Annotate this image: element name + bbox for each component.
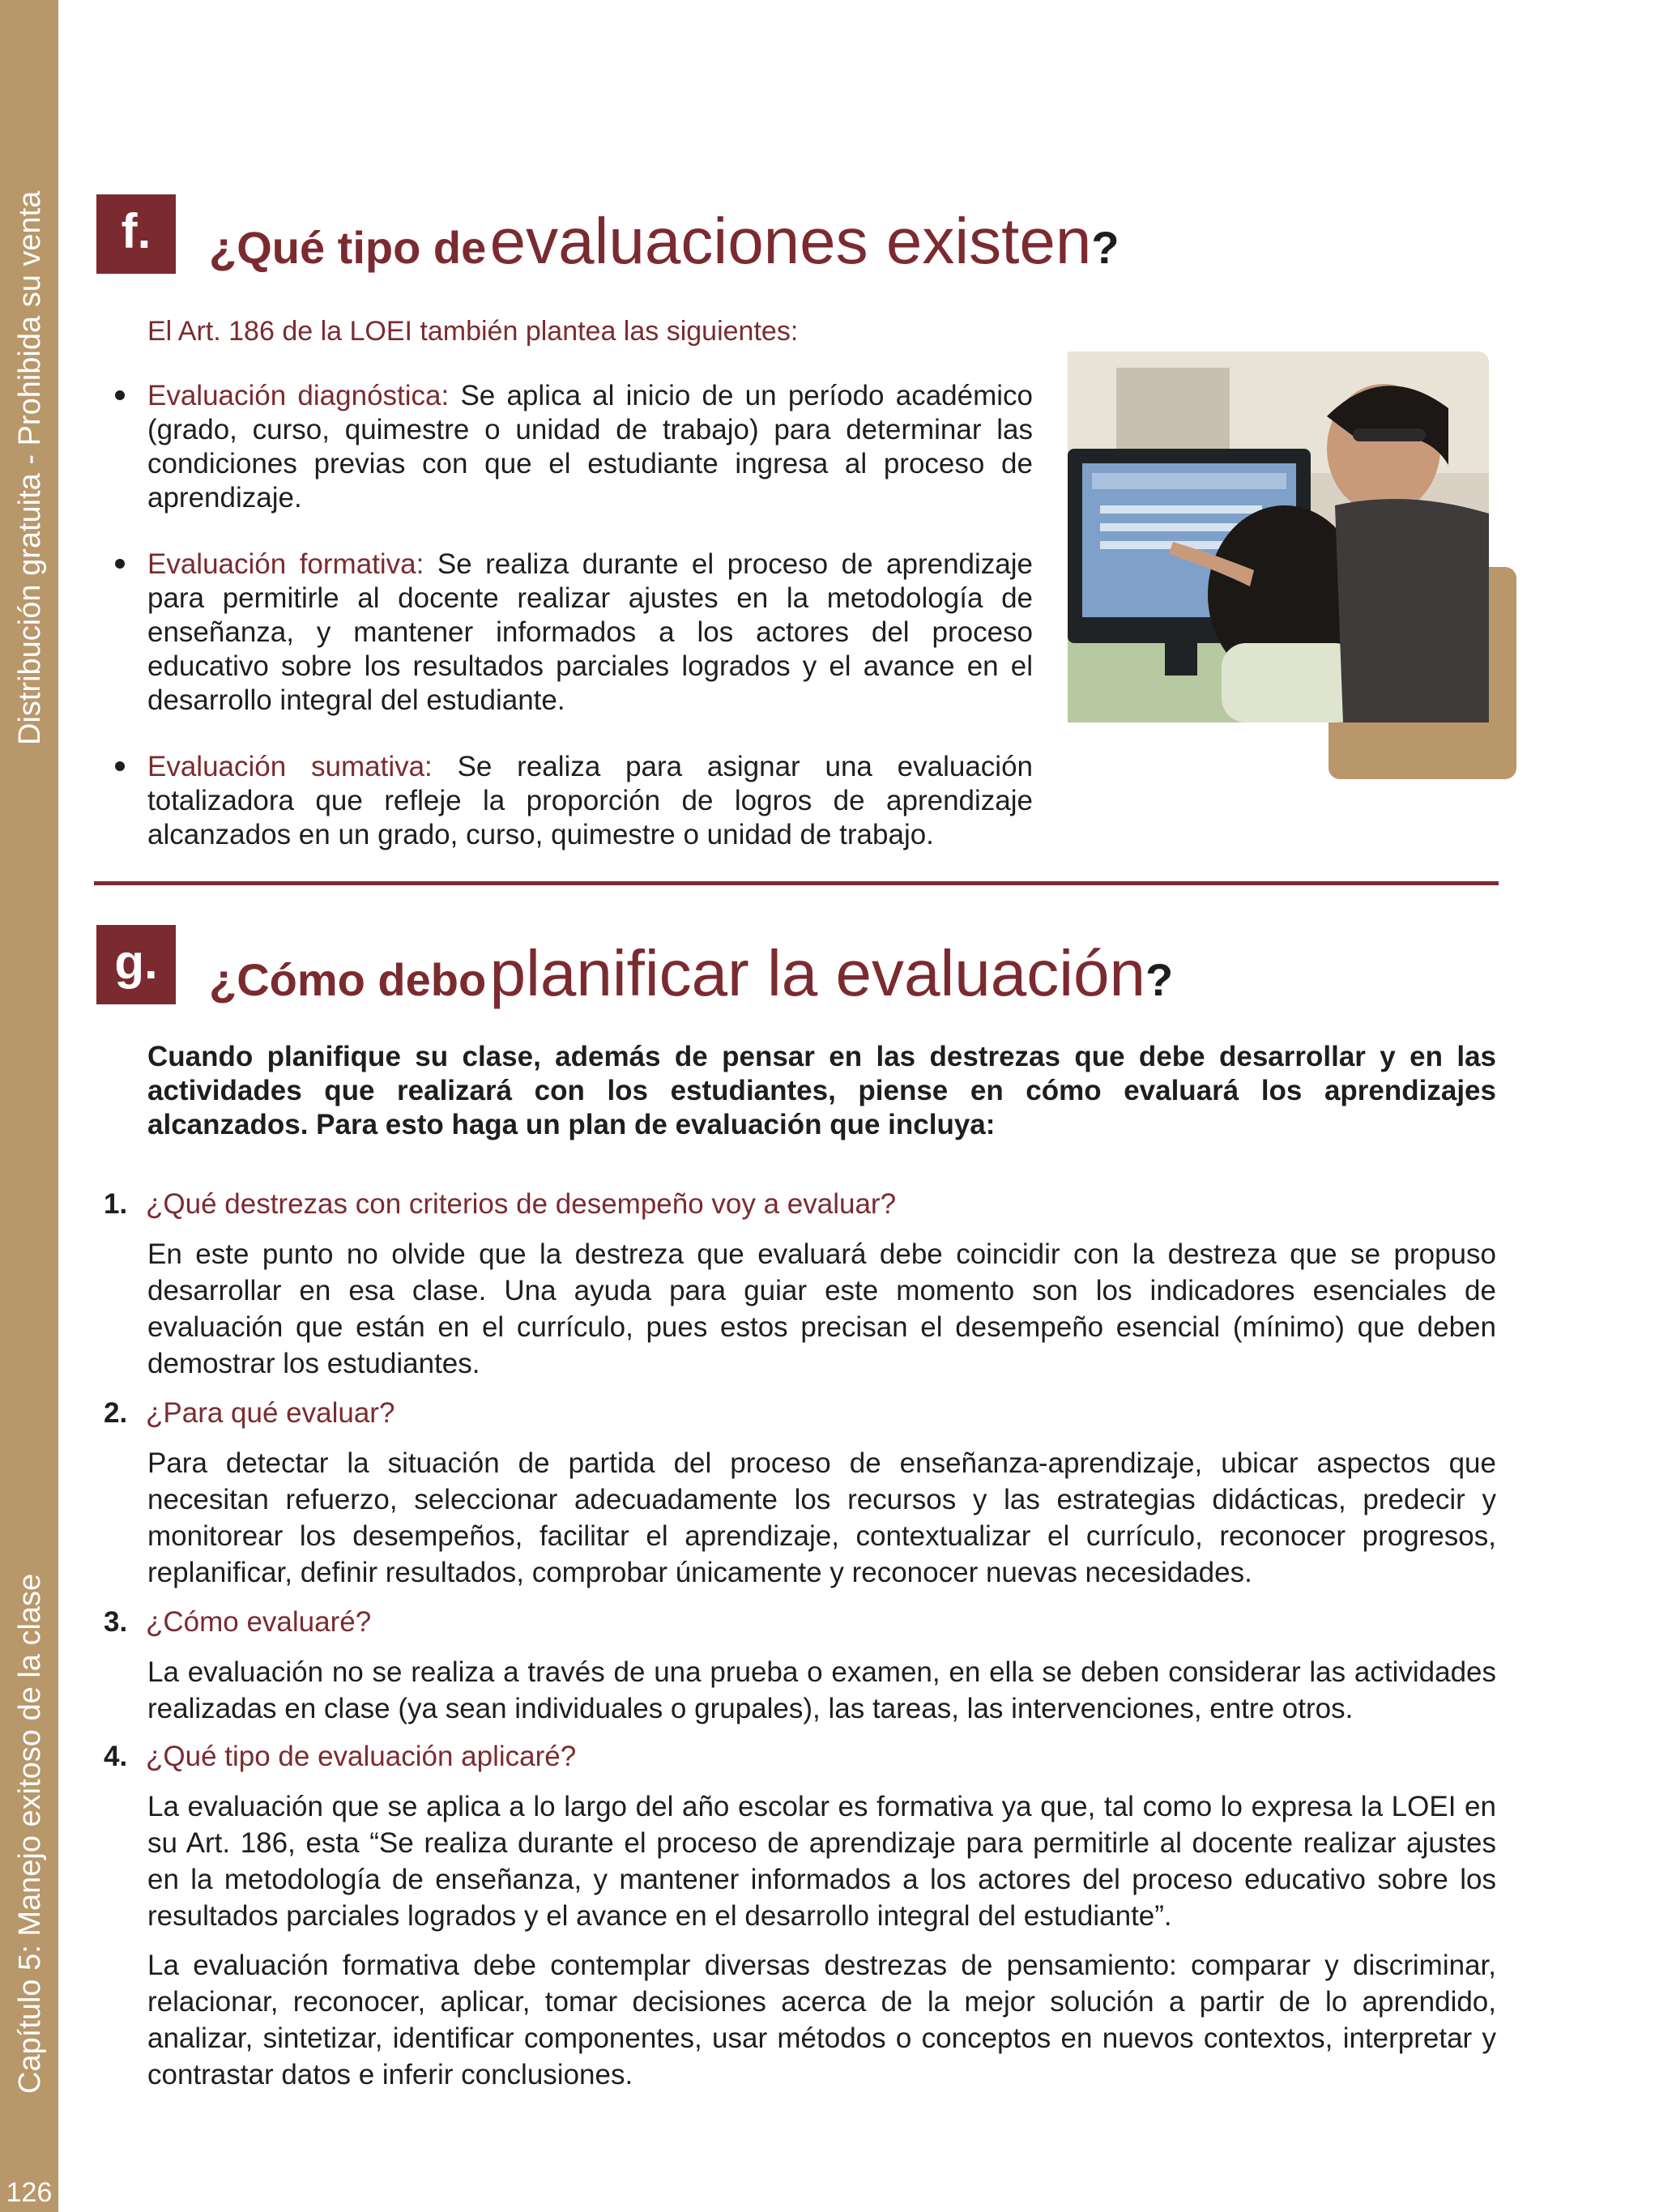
question-item bbox=[104, 1187, 896, 1221]
section-g-title-light: planificar la evaluación bbox=[489, 937, 1146, 1009]
section-g-badge: g. bbox=[96, 925, 176, 1004]
question-text: ¿Cómo evaluaré? bbox=[146, 1606, 372, 1638]
list-item-text: Se aplica al inicio de un período académico (grado, curso, quimestre o unidad de trabajo) para determinar las condiciones previas con que el estudiante ingresa al proceso de aprendizaje. bbox=[147, 380, 1033, 514]
list-item bbox=[105, 750, 1033, 852]
section-g-lead: Cuando planifique su clase, además de pensar en las destrezas que debe desarrollar y en las actividades que realizará con los estudiantes, piense en cómo evaluará los aprendizajes alcanzados. Para esto haga un plan de evaluación que incluya: bbox=[147, 1041, 1496, 1140]
classroom-photo bbox=[1068, 352, 1489, 722]
section-g-title-bold: ¿Cómo debo bbox=[209, 954, 487, 1005]
question-number: 2. bbox=[104, 1397, 128, 1429]
question-item bbox=[104, 1396, 394, 1430]
sidebar-chapter-title: Capítulo 5: Manejo exitoso de la clase bbox=[13, 1573, 47, 2094]
question-answer: Para detectar la situación de partida del proceso de enseñanza-aprendizaje, ubicar aspectos que necesitan refuerzo, seleccionar adecuadamente los recursos y las estrategias didácticas, predecir y monitorear los desempeños, facilitar el aprendizaje, contextualizar el currículo, reconocer progresos, replanificar, definir resultados, comprobar únicamente y reconocer nuevas necesidades. bbox=[147, 1447, 1496, 1588]
list-item-text: Se realiza para asignar una evaluación totalizadora que refleje la proporción de logros de aprendizaje alcanzados en un grado, curso, quimestre o unidad de trabajo. bbox=[147, 751, 1033, 850]
list-item-term: Evaluación formativa: bbox=[147, 548, 424, 580]
list-item bbox=[105, 379, 1033, 515]
question-number: 3. bbox=[104, 1606, 128, 1638]
section-f-title-qmark: ? bbox=[1091, 222, 1120, 273]
list-item-term: Evaluación diagnóstica: bbox=[147, 380, 450, 411]
section-f-intro: El Art. 186 de la LOEI también plantea las siguientes: bbox=[147, 316, 799, 347]
section-g-title bbox=[209, 937, 1174, 1009]
bullet-icon bbox=[115, 761, 125, 771]
question-answer: La evaluación formativa debe contemplar diversas destrezas de pensamiento: comparar y discriminar, relacionar, reconocer, aplicar, tomar decisiones acerca de la mejor solución a partir de lo aprendido, analizar, sintetizar, identificar componentes, usar métodos o conceptos en nuevos contextos, interpretar y contrastar datos e inferir conclusiones. bbox=[147, 1950, 1496, 2091]
bullet-icon bbox=[115, 390, 125, 400]
section-divider bbox=[94, 881, 1499, 885]
list-item-term: Evaluación sumativa: bbox=[147, 751, 433, 782]
question-text: ¿Para qué evaluar? bbox=[146, 1397, 395, 1429]
classroom-photo-illustration bbox=[1068, 352, 1489, 722]
evaluation-types-list bbox=[105, 379, 1033, 884]
page-number: 126 bbox=[6, 2177, 53, 2208]
section-f-title-bold: ¿Qué tipo de bbox=[209, 222, 487, 273]
bullet-icon bbox=[115, 559, 125, 569]
section-g-title-qmark: ? bbox=[1145, 954, 1174, 1005]
question-text: ¿Qué destrezas con criterios de desempeño voy a evaluar? bbox=[146, 1188, 897, 1220]
question-answer: La evaluación no se realiza a través de una prueba o examen, en ella se deben considerar las actividades realizadas en clase (ya sean individuales o grupales), las tareas, las intervenciones, entre otros. bbox=[147, 1656, 1496, 1724]
list-item-text: Se realiza durante el proceso de aprendizaje para permitirle al docente realizar ajustes en la metodología de enseñanza, y mantener informados a los actores del proceso educativo sobre los resultados parciales logrados y el avance en el desarrollo integral del estudiante. bbox=[147, 548, 1033, 716]
question-item bbox=[104, 1740, 576, 1774]
section-f-title bbox=[209, 205, 1120, 277]
section-f-title-light: evaluaciones existen bbox=[489, 205, 1092, 277]
question-number: 1. bbox=[104, 1188, 128, 1220]
sidebar-distribution-note: Distribución gratuita - Prohibida su venta bbox=[13, 190, 47, 745]
question-number: 4. bbox=[104, 1741, 128, 1772]
question-text: ¿Qué tipo de evaluación aplicaré? bbox=[146, 1741, 577, 1772]
question-item bbox=[104, 1605, 371, 1639]
question-answer: En este punto no olvide que la destreza que evaluará debe coincidir con la destreza que se propuso desarrollar en esa clase. Una ayuda para guiar este momento son los indicadores esenciales de evaluación que están en el currículo, pues estos precisan el desempeño esencial (mínimo) que deben demostrar los estudiantes. bbox=[147, 1238, 1496, 1379]
question-answer: La evaluación que se aplica a lo largo del año escolar es formativa ya que, tal como lo expresa la LOEI en su Art. 186, esta “Se realiza durante el proceso de aprendizaje para permitirle al docente realizar ajustes en la metodología de enseñanza, y mantener informados a los actores del proceso educativo sobre los resultados parciales logrados y el avance en el desarrollo integral del estudiante”. bbox=[147, 1791, 1496, 1932]
section-f-badge: f. bbox=[96, 194, 176, 274]
list-item bbox=[105, 548, 1033, 718]
